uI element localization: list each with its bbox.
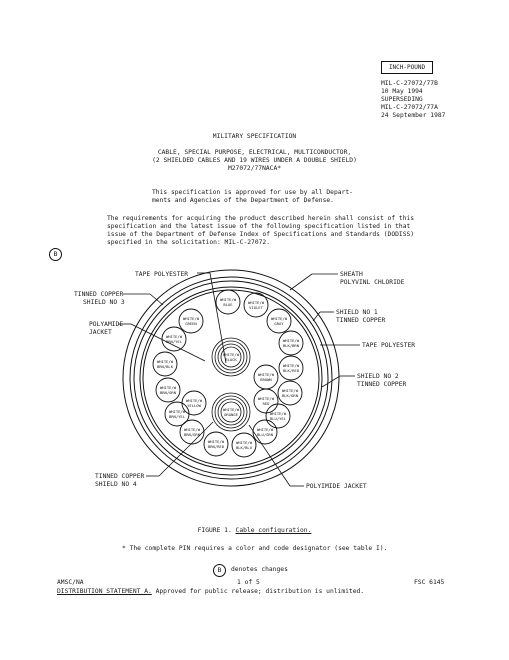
wire-label-base: WHITE/W: [247, 300, 265, 305]
wire-label-stripe: VIOLET: [249, 305, 263, 310]
wire-label-base: WHITE/W: [270, 316, 288, 321]
approval-line-1: This specification is approved for use by all Depart-: [152, 189, 353, 196]
wire-label-base: WHITE/W: [257, 396, 275, 401]
cable-title-line-2: (2 SHIELDED CABLES AND 19 WIRES UNDER A DOUBLE SHIELD): [152, 157, 357, 164]
label-shield-2-line-2: TINNED COPPER: [357, 381, 407, 388]
wire-label-stripe: RED: [262, 401, 270, 406]
wire-label-stripe: BRN/ORN: [159, 390, 177, 395]
wire-label-base: WHITE/W: [207, 439, 225, 444]
shielded-cable-label-stripe: BLACK: [225, 357, 237, 362]
wire-label-stripe: BRN/RED: [207, 444, 225, 449]
wire-conductor: [156, 378, 180, 402]
label-polyamide-line-1: POLYAMIDE: [89, 321, 124, 328]
wire-label-base: WHITE/W: [269, 411, 287, 416]
label-shield-2-line-1: SHIELD NO 2: [357, 373, 399, 380]
wire-conductor: [204, 432, 228, 456]
wire-conductor: [153, 352, 177, 376]
cable-title-line-3: M27072/77NACA*: [227, 165, 282, 172]
shielded-cable-label-base: WHITE/W: [222, 407, 240, 412]
wire-label-stripe: YELLOW: [187, 403, 201, 408]
wire-conductor: [253, 420, 277, 444]
superseded-date: 24 September 1987: [381, 112, 446, 119]
wire-label-base: WHITE/W: [183, 427, 201, 432]
wire-conductor: [162, 327, 186, 351]
wire-conductor: [232, 433, 256, 457]
wire-label-stripe: BRN/BLK: [156, 364, 174, 369]
wire-label-base: WHITE/W: [257, 372, 275, 377]
legend-text: denotes changes: [231, 566, 288, 573]
wire-conductor: [244, 293, 268, 317]
wire-conductor: [279, 331, 303, 355]
footnote: * The complete PIN requires a color and code designator (see table I).: [122, 545, 388, 552]
doc-number: MIL-C-27072/77B: [381, 80, 438, 87]
distribution-text: Approved for public release; distribution is unlimited.: [155, 588, 365, 595]
shielded-cable-label-stripe: ORANGE: [224, 412, 238, 417]
wire-conductor: [182, 391, 206, 415]
wire-conductor: [278, 381, 302, 405]
wire-label-base: WHITE/W: [256, 427, 274, 432]
requirements-line-1: The requirements for acquiring the product described herein shall consist of this: [107, 215, 415, 222]
label-shield-3-line-2: SHIELD NO 3: [83, 299, 125, 306]
change-marker: B: [49, 248, 62, 261]
wire-conductor: [266, 404, 290, 428]
doc-date: 10 May 1994: [381, 88, 423, 95]
wire-layer: [153, 290, 303, 457]
wire-label-base: WHITE/W: [182, 316, 200, 321]
label-shield-1-line-1: SHIELD NO 1: [336, 309, 378, 316]
wire-label-base: WHITE/W: [282, 363, 300, 368]
wire-label-stripe: BLK/BRN: [282, 343, 300, 348]
wire-label-base: WHITE/W: [185, 398, 203, 403]
wire-label-stripe: GREEN: [185, 321, 197, 326]
wire-label-base: WHITE/W: [156, 359, 174, 364]
shielded-cable: [212, 338, 250, 376]
wire-label-stripe: BRN/YEL: [168, 414, 186, 419]
wire-label-stripe: BLK/ORN: [281, 393, 299, 398]
superseding-label: SUPERSEDING: [381, 96, 423, 103]
wire-label-base: WHITE/W: [165, 334, 183, 339]
requirements-line-4: specified in the solicitation: MIL-C-27072.: [107, 239, 271, 246]
wire-conductor: [267, 309, 291, 333]
label-tape-polyester-top: TAPE POLYESTER: [135, 271, 189, 278]
wire-conductor: [165, 402, 189, 426]
wire-label-stripe: BLK/BLU: [235, 445, 253, 450]
wire-conductor: [216, 290, 240, 314]
wire-label-base: WHITE/W: [235, 440, 253, 445]
distribution-statement: [57, 588, 364, 596]
label-sheath-line-1: SHEATH: [340, 271, 363, 278]
wire-label-stripe: BLU/YEL: [269, 416, 287, 421]
wire-conductor: [179, 309, 203, 333]
label-shield-4-line-2: SHIELD NO 4: [95, 481, 137, 488]
label-sheath-line-2: POLYVINL CHLORIDE: [340, 279, 405, 286]
wire-label-base: WHITE/W: [168, 409, 186, 414]
wire-label-stripe: GRAY: [274, 321, 284, 326]
shielded-cable: [212, 393, 250, 431]
footer-fsc: FSC 6145: [414, 579, 445, 586]
requirements-line-3: issue of the Department of Defense Index of Specifications and Standards (DODISS): [107, 231, 415, 238]
figure-caption-title: Cable configuration.: [235, 527, 312, 534]
wire-conductor: [254, 365, 278, 389]
inch-pound-box: INCH-POUND: [381, 61, 433, 74]
wire-conductor: [254, 389, 278, 413]
superseded-number: MIL-C-27072/77A: [381, 104, 438, 111]
footer-amsc: AMSC/NA: [57, 579, 84, 586]
label-shield-3-line-1: TINNED COPPER: [74, 291, 124, 298]
footer-page-number: 1 of 5: [237, 579, 260, 586]
wire-label-base: WHITE/W: [219, 297, 237, 302]
wire-label-base: WHITE/W: [159, 385, 177, 390]
label-tape-polyester-right: TAPE POLYESTER: [362, 342, 416, 349]
wire-label-stripe: BROWN: [260, 377, 272, 382]
label-shield-1-line-2: TINNED COPPER: [336, 317, 386, 324]
wire-label-stripe: BRN/YEL: [165, 339, 183, 344]
label-polyimide-jacket: POLYIMIDE JACKET: [306, 483, 367, 490]
wire-conductor: [279, 356, 303, 380]
figure-caption-label: FIGURE 1.: [197, 527, 232, 534]
shielded-cable-label-base: WHITE/W: [222, 352, 240, 357]
wire-label-stripe: BLUE: [223, 302, 233, 307]
approval-line-2: ments and Agencies of the Department of Defense.: [152, 197, 334, 204]
figure-caption: [0, 527, 509, 535]
label-polyamide-line-2: JACKET: [89, 329, 112, 336]
wire-label-stripe: BRN/GRN: [183, 432, 201, 437]
distribution-label: DISTRIBUTION STATEMENT A.: [57, 588, 152, 595]
requirements-line-2: specification and the latest issue of the following specification listed in that: [107, 223, 411, 230]
spec-title: MILITARY SPECIFICATION: [212, 133, 297, 140]
wire-label-stripe: BLK/RED: [282, 368, 300, 373]
wire-label-base: WHITE/W: [282, 338, 300, 343]
wire-label-base: WHITE/W: [281, 388, 299, 393]
label-shield-4-line-1: TINNED COPPER: [95, 473, 145, 480]
cable-title-line-1: CABLE, SPECIAL PURPOSE, ELECTRICAL, MULTICONDUCTOR,: [157, 149, 352, 156]
legend-change-marker: B: [213, 564, 226, 577]
wire-label-stripe: BLU/GRN: [256, 432, 274, 437]
